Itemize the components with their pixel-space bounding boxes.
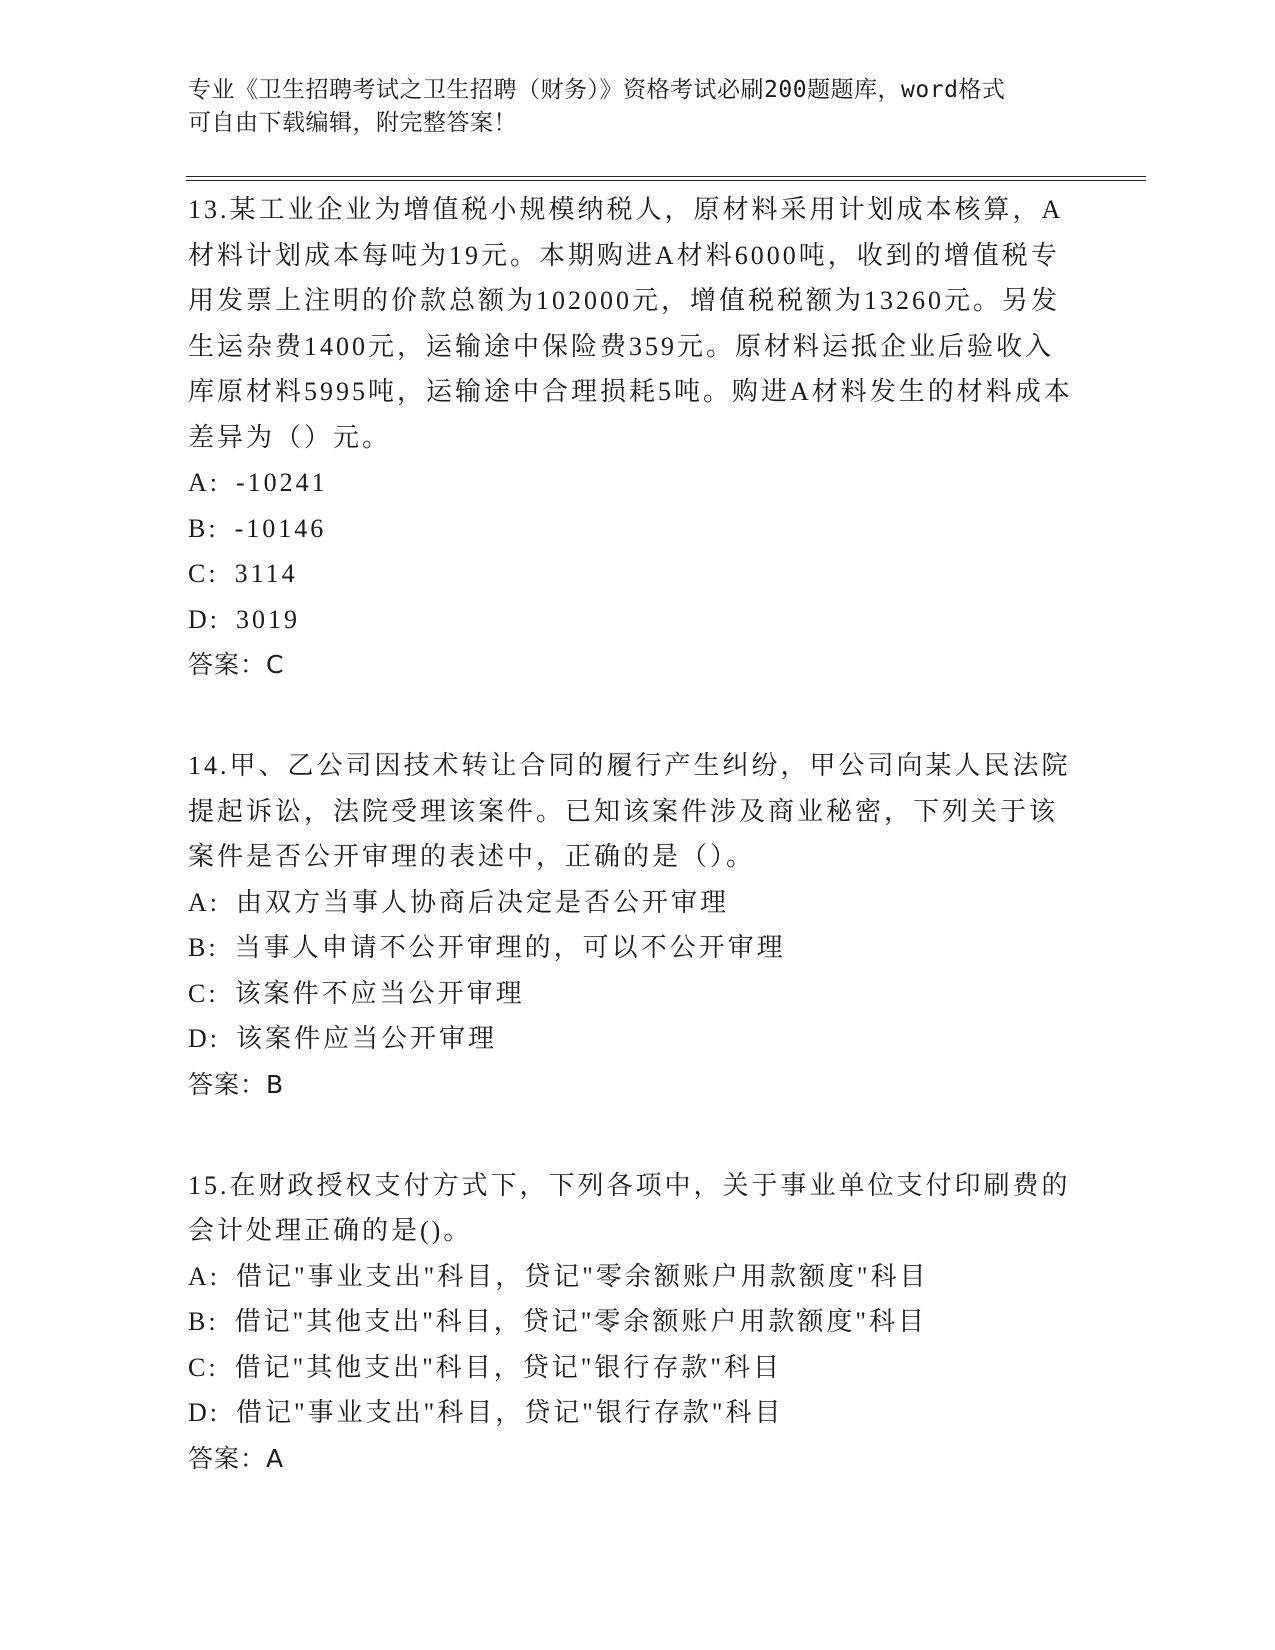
option-key: A: xyxy=(188,468,220,497)
option-key: D: xyxy=(188,604,220,634)
header-line-1: 专业《卫生招聘考试之卫生招聘（财务）》资格考试必刷200题题库，word格式 xyxy=(188,77,1006,103)
question-text: 14.甲、乙公司因技术转让合同的履行产生纠纷，甲公司向某人民法院提起诉讼，法院受理该案件。已知该案件涉及商业秘密，下列关于该案件是否公开审理的表述中，正确的是（）。 xyxy=(188,751,1071,871)
option-text: 借记"事业支出"科目，贷记"零余额账户用款额度"科目 xyxy=(236,1261,929,1291)
option-c xyxy=(188,551,1078,597)
document-header xyxy=(188,74,1068,140)
option-key: D: xyxy=(188,1398,220,1427)
option-a xyxy=(188,460,1078,506)
option-key: A: xyxy=(188,887,220,917)
option-c xyxy=(188,1345,1078,1391)
answer: 答案：C xyxy=(188,650,285,679)
question-text: 13.某工业企业为增值税小规模纳税人，原材料采用计划成本核算，A材料计划成本每吨为19元。本期购进A材料6000吨，收到的增值税专用发票上注明的价款总额为102000元，增值税税额为13260元。另发生运杂费1400元，运输途中保险费359元。原材料运抵企业后验收入库原材料5995吨，运输途中合理损耗5吨。购进A材料发生的材料成本差异为（）元。 xyxy=(188,195,1073,452)
option-d xyxy=(188,597,1078,643)
option-text: -10146 xyxy=(234,513,327,543)
header-divider-bottom xyxy=(186,180,1146,181)
option-key: D: xyxy=(188,1024,220,1053)
question-list xyxy=(188,187,1078,1537)
option-d xyxy=(188,1016,1078,1062)
option-text: 3114 xyxy=(234,559,298,588)
option-text: 3019 xyxy=(236,604,300,634)
option-key: B: xyxy=(188,513,219,543)
option-b xyxy=(188,925,1078,971)
question-text: 15.在财政授权支付方式下，下列各项中，关于事业单位支付印刷费的会计处理正确的是()。 xyxy=(188,1170,1071,1245)
option-text: 借记"事业支出"科目，贷记"银行存款"科目 xyxy=(236,1398,784,1427)
option-text: 该案件不应当公开审理 xyxy=(234,978,525,1008)
option-text: -10241 xyxy=(236,468,328,497)
option-key: C: xyxy=(188,978,219,1008)
option-key: C: xyxy=(188,1352,219,1382)
option-b xyxy=(188,1299,1078,1345)
question-13 xyxy=(188,187,1078,687)
answer: 答案：B xyxy=(188,1069,285,1099)
question-14 xyxy=(188,743,1078,1107)
question-15 xyxy=(188,1163,1078,1481)
option-a xyxy=(188,1254,1078,1300)
header-line-2: 可自由下载编辑，附完整答案！ xyxy=(188,110,517,136)
option-c xyxy=(188,971,1078,1017)
answer: 答案：A xyxy=(188,1443,285,1473)
option-text: 借记"其他支出"科目，贷记"银行存款"科目 xyxy=(234,1352,783,1382)
option-key: C: xyxy=(188,559,219,588)
option-b xyxy=(188,506,1078,552)
option-key: B: xyxy=(188,933,219,962)
option-text: 借记"其他支出"科目，贷记"零余额账户用款额度"科目 xyxy=(234,1307,928,1336)
option-text: 由双方当事人协商后决定是否公开审理 xyxy=(236,887,730,917)
option-a xyxy=(188,880,1078,926)
option-key: B: xyxy=(188,1307,219,1336)
option-d xyxy=(188,1390,1078,1436)
option-text: 当事人申请不公开审理的，可以不公开审理 xyxy=(234,933,786,962)
header-divider-top xyxy=(186,176,1146,177)
option-text: 该案件应当公开审理 xyxy=(236,1024,498,1053)
option-key: A: xyxy=(188,1261,220,1291)
